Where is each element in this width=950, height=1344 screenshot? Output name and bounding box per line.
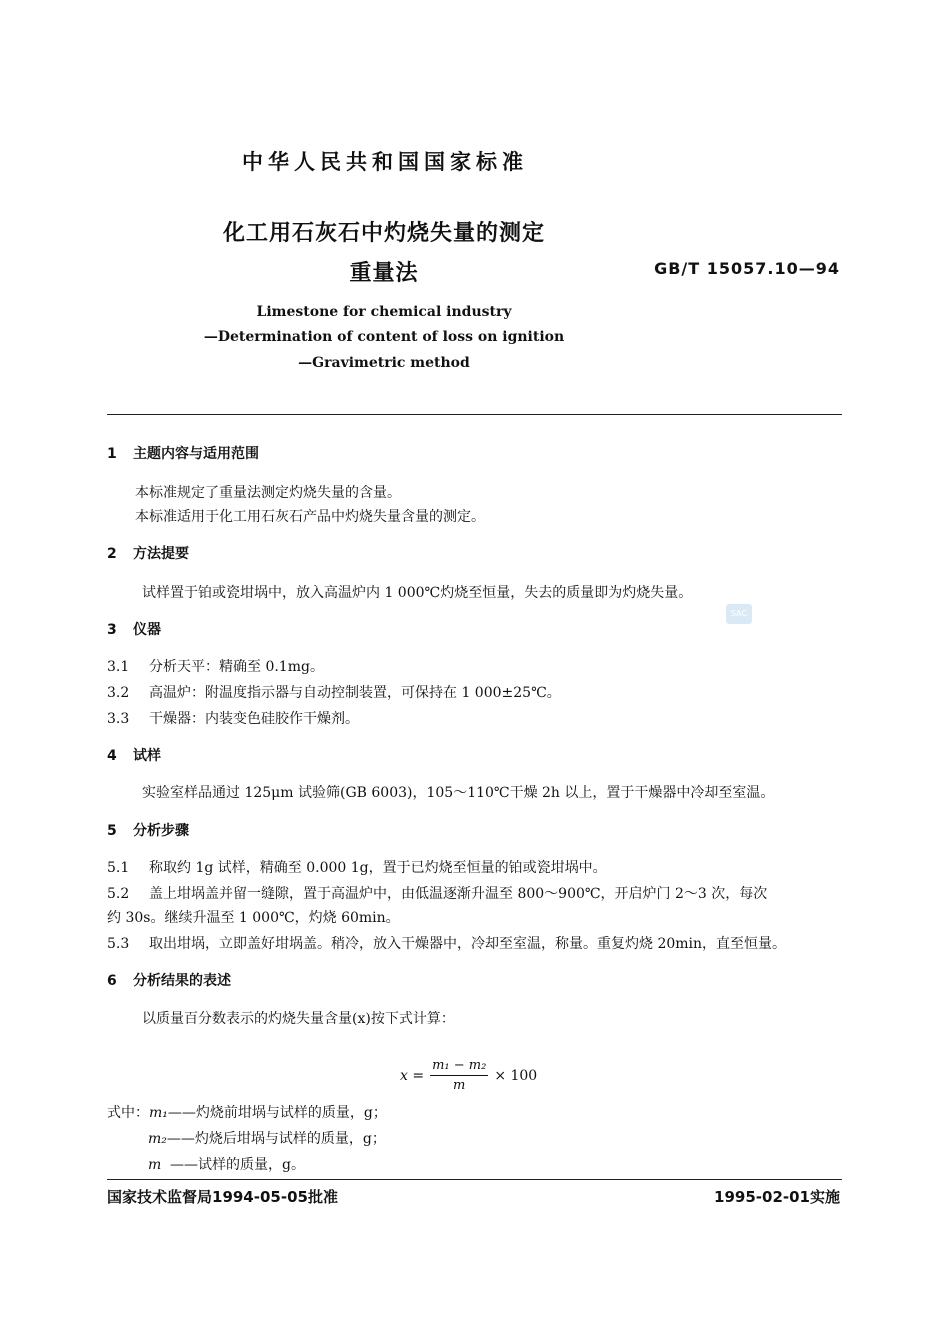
standard-number: GB/T 15057.10—94	[654, 259, 840, 278]
section-number: 6	[107, 973, 117, 989]
header-divider	[107, 414, 842, 415]
list-item	[107, 708, 359, 728]
section-number: 5	[107, 823, 117, 839]
section-heading	[107, 745, 161, 765]
variable-text: ——试样的质量，g。	[170, 1157, 305, 1173]
section-title: 主题内容与适用范围	[133, 446, 259, 462]
paragraph: 实验室样品通过 125μm 试验筛(GB 6003)，105～110℃干燥 2h 以上，置于干燥器中冷却至室温。	[142, 785, 775, 801]
variable-prefix: 式中：	[107, 1105, 149, 1121]
sac-watermark: SAC	[726, 604, 752, 624]
section-title: 分析结果的表述	[133, 973, 231, 989]
item-text: 高温炉：附温度指示器与自动控制装置，可保持在 1 000±25℃。	[149, 685, 561, 701]
variable-definition	[148, 1128, 386, 1148]
list-item	[107, 933, 786, 953]
english-title-line: —Gravimetric method	[298, 355, 470, 371]
document-subtitle: 重量法	[349, 261, 419, 286]
list-item	[107, 857, 607, 877]
item-text: 盖上坩埚盖并留一缝隙，置于高温炉中，由低温逐渐升温至 800～900℃，开启炉门 2～3 次，每次	[149, 886, 768, 902]
paragraph: 本标准规定了重量法测定灼烧失量的含量。	[135, 485, 401, 501]
section-heading	[107, 543, 189, 563]
list-item	[107, 656, 324, 676]
item-number: 5.1	[107, 860, 130, 876]
formula-denominator: m	[453, 1078, 466, 1093]
section-number: 2	[107, 546, 117, 562]
section-title: 仪器	[133, 622, 161, 638]
english-title-line: Limestone for chemical industry	[256, 304, 512, 320]
item-text: 分析天平：精确至 0.1mg。	[149, 659, 324, 675]
national-standard-heading: 中华人民共和国国家标准	[242, 150, 528, 174]
item-number: 3.2	[107, 685, 130, 701]
item-text: 干燥器：内装变色硅胶作干燥剂。	[149, 711, 359, 727]
section-title: 试样	[133, 748, 161, 764]
section-heading	[107, 820, 189, 840]
formula-numerator: m₁ − m₂	[430, 1058, 488, 1076]
item-number: 5.2	[107, 886, 130, 902]
footer-divider	[107, 1179, 842, 1180]
formula	[400, 1058, 537, 1093]
variable-text: ——灼烧后坩埚与试样的质量，g；	[166, 1131, 386, 1147]
implementation-date: 1995-02-01实施	[714, 1188, 840, 1206]
variable-definition	[107, 1102, 387, 1122]
list-item-continuation: 约 30s。继续升温至 1 000℃，灼烧 60min。	[107, 910, 400, 926]
variable-symbol: m	[148, 1157, 162, 1173]
english-title-line: —Determination of content of loss on ignition	[203, 329, 565, 345]
paragraph: 本标准适用于化工用石灰石产品中灼烧失量含量的测定。	[135, 509, 485, 525]
item-text: 取出坩埚，立即盖好坩埚盖。稍冷，放入干燥器中，冷却至室温，称量。重复灼烧 20min，直至恒量。	[149, 936, 787, 952]
variable-definition	[148, 1154, 305, 1174]
section-number: 1	[107, 446, 117, 462]
paragraph: 以质量百分数表示的灼烧失量含量(x)按下式计算：	[142, 1011, 455, 1027]
item-number: 3.3	[107, 711, 130, 727]
variable-text: ——灼烧前坩埚与试样的质量，g；	[167, 1105, 387, 1121]
approval-date: 国家技术监督局1994-05-05批准	[107, 1188, 338, 1206]
variable-symbol: m₁	[149, 1105, 168, 1121]
item-number: 3.1	[107, 659, 130, 675]
formula-fraction	[430, 1058, 488, 1093]
section-heading	[107, 443, 259, 463]
item-number: 5.3	[107, 936, 130, 952]
list-item	[107, 883, 767, 903]
section-number: 3	[107, 622, 117, 638]
variable-symbol: m₂	[148, 1131, 167, 1147]
formula-factor: × 100	[494, 1067, 538, 1084]
section-heading	[107, 619, 161, 639]
item-text: 称取约 1g 试样，精确至 0.000 1g，置于已灼烧至恒量的铂或瓷坩埚中。	[149, 860, 607, 876]
formula-lhs: x =	[400, 1067, 425, 1084]
section-heading	[107, 970, 231, 990]
list-item	[107, 682, 561, 702]
section-title: 方法提要	[133, 546, 189, 562]
section-title: 分析步骤	[133, 823, 189, 839]
section-number: 4	[107, 748, 117, 764]
paragraph: 试样置于铂或瓷坩埚中，放入高温炉内 1 000℃灼烧至恒量，失去的质量即为灼烧失量。	[142, 585, 693, 601]
document-title: 化工用石灰石中灼烧失量的测定	[222, 221, 545, 246]
